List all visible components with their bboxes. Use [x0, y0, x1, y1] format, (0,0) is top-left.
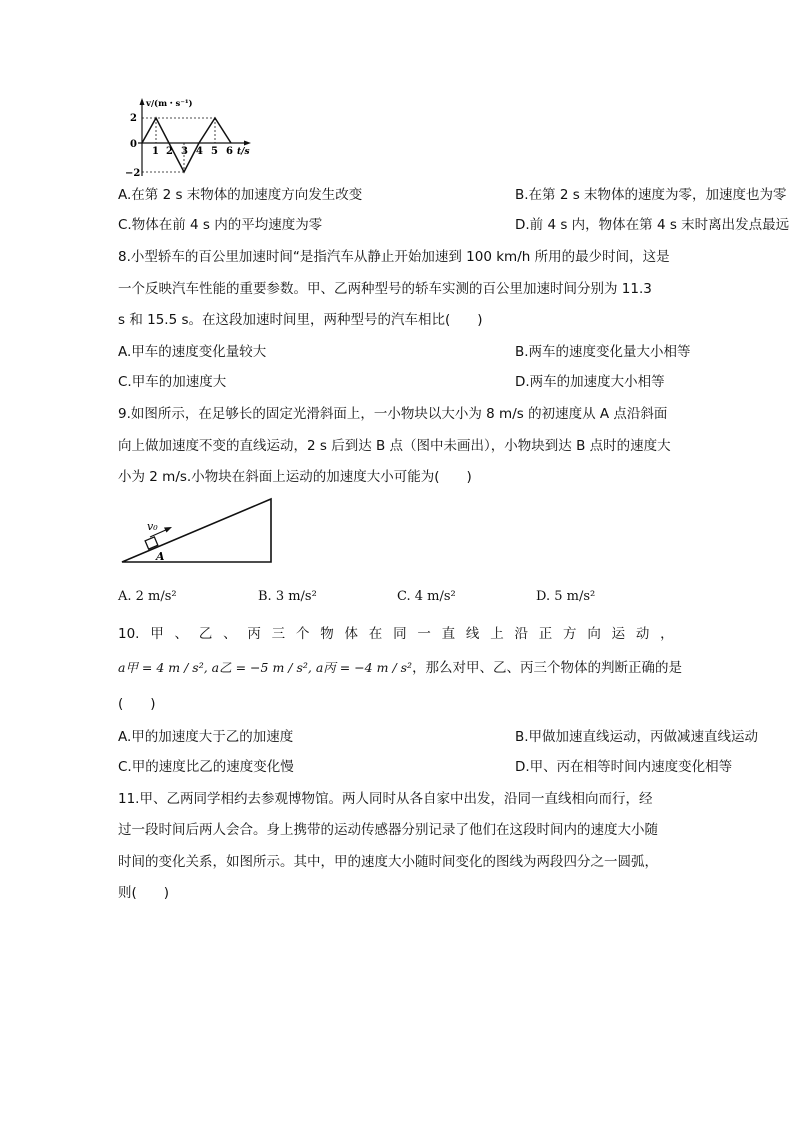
q8-stem-line: 一个反映汽车性能的重要参数。甲、乙两种型号的轿车实测的百公里加速时间分别为 11.3: [118, 281, 652, 297]
point-a-label: A: [156, 550, 165, 563]
q10-stem-char: 三: [271, 626, 286, 642]
y-axis-arrow: [140, 98, 145, 105]
x-tick-label: 6: [226, 146, 233, 157]
q10-stem-line: ( ): [118, 696, 156, 712]
q10-stem-char: 甲: [150, 626, 164, 642]
q8-option-b: B.两车的速度变化量大小相等: [515, 344, 691, 360]
q10-option-row: [118, 758, 733, 776]
q10-stem-line: [118, 625, 674, 643]
q11-stem-line: 11.甲、乙两同学相约去参观博物馆。两人同时从各自家中出发，沿同一直线相向而行，经: [118, 791, 653, 807]
q10-stem-char: ，: [660, 626, 674, 642]
q10-stem-char: 乙: [198, 626, 213, 642]
q10-stem-char: 体: [344, 626, 359, 642]
q11-stem-line: 时间的变化关系，如图所示。其中，甲的速度大小随时间变化的图线为两段四分之一圆弧，: [118, 854, 658, 870]
q10-stem-char: 动: [635, 626, 650, 642]
y-tick-label: −2: [125, 168, 141, 179]
x-tick-label: 5: [211, 146, 218, 157]
q10-stem-char: 向: [587, 626, 601, 642]
x-tick-label: 4: [196, 146, 203, 157]
q9-option-b: B. 3 m/s²: [258, 589, 317, 604]
q9-option-c: C. 4 m/s²: [397, 589, 456, 604]
q9-stem-line: 9.如图所示，在足够长的固定光滑斜面上，一小物块以大小为 8 m/s 的初速度从 A 点沿斜面: [118, 406, 668, 422]
q10-option-row: [118, 728, 759, 746]
q10-stem-char: 方: [563, 626, 577, 642]
q10-stem-char: 丙: [247, 626, 261, 642]
q9-stem-line: 向上做加速度不变的直线运动，2 s 后到达 B 点（图中未画出），小物块到达 B 点时的速度大: [118, 438, 671, 454]
q10-option-d: D.甲、丙在相等时间内速度变化相等: [515, 759, 733, 775]
q7-option-row: [118, 216, 790, 234]
q10-option-a: A.甲的加速度大于乙的加速度: [118, 729, 294, 745]
q10-stem-char: 在: [368, 626, 383, 642]
q8-stem-line: 8.小型轿车的百公里加速时间“是指汽车从静止开始加速到 100 km/h 所用的最少时间，这是: [118, 249, 670, 265]
q10-formula: a甲 = 4 m / s², a乙 = −5 m / s², a丙 = −4 m / s²: [118, 660, 413, 675]
q8-option-row: [118, 373, 665, 391]
q8-stem-line: s 和 15.5 s。在这段加速时间里，两种型号的汽车相比( ): [118, 312, 483, 328]
q10-stem-char: 直: [441, 626, 456, 642]
q10-stem-char: 、: [223, 626, 237, 642]
incline-figure: [118, 494, 278, 566]
x-tick-label: 3: [181, 146, 188, 157]
q10-option-b: B.甲做加速直线运动，丙做减速直线运动: [515, 729, 759, 745]
y-axis-label: v/(m・s⁻¹): [146, 99, 193, 109]
q10-stem-line: [118, 659, 682, 677]
x-tick-label: 2: [166, 146, 173, 157]
q10-stem-char: 正: [538, 626, 553, 642]
q9-option-a: A. 2 m/s²: [118, 589, 177, 604]
y-tick-label: 0: [130, 139, 137, 150]
velocity-time-graph: [124, 96, 254, 180]
q11-stem-line: 过一段时间后两人会合。身上携带的运动传感器分别记录了他们在这段时间内的速度大小随: [118, 822, 658, 838]
q7-option-b: B.在第 2 s 末物体的速度为零，加速度也为零: [515, 187, 787, 203]
q7-option-c: C.物体在前 4 s 内的平均速度为零: [118, 217, 323, 233]
q10-stem-char: 个: [295, 626, 310, 642]
velocity-curve: [142, 118, 231, 172]
incline-plane: [122, 499, 271, 562]
v0-label: v₀: [147, 520, 158, 533]
x-axis-arrow: [244, 141, 251, 146]
q10-stem-char: 运: [611, 626, 626, 642]
q10-stem-char: 同: [393, 626, 407, 642]
q8-option-c: C.甲车的加速度大: [118, 374, 227, 390]
q10-stem-char: 物: [320, 626, 334, 642]
q8-option-d: D.两车的加速度大小相等: [515, 374, 665, 390]
q10-option-c: C.甲的速度比乙的速度变化慢: [118, 759, 294, 775]
q9-option-d: D. 5 m/s²: [536, 589, 596, 604]
q10-stem-text: ，那么对甲、乙、丙三个物体的判断正确的是: [412, 660, 683, 676]
q8-option-row: [118, 343, 691, 361]
x-axis-label: t/s: [237, 147, 250, 157]
q10-stem-char: 线: [465, 626, 480, 642]
q9-stem-line: 小为 2 m/s.小物块在斜面上运动的加速度大小可能为( ): [118, 469, 472, 485]
q7-option-row: [118, 186, 787, 204]
q10-stem-char: 10.: [118, 626, 140, 642]
q8-option-a: A.甲车的速度变化量较大: [118, 344, 267, 360]
q7-option-d: D.前 4 s 内，物体在第 4 s 末时离出发点最远: [515, 217, 790, 233]
q11-stem-line: 则( ): [118, 885, 170, 901]
x-tick-label: 1: [152, 146, 159, 157]
q10-stem-char: 上: [490, 626, 504, 642]
q10-stem-char: 、: [174, 626, 189, 642]
velocity-arrowhead: [164, 527, 172, 533]
q10-stem-char: 沿: [514, 626, 528, 642]
q10-stem-char: 一: [417, 626, 431, 642]
y-tick-label: 2: [130, 113, 137, 124]
q7-option-a: A.在第 2 s 末物体的加速度方向发生改变: [118, 187, 363, 203]
